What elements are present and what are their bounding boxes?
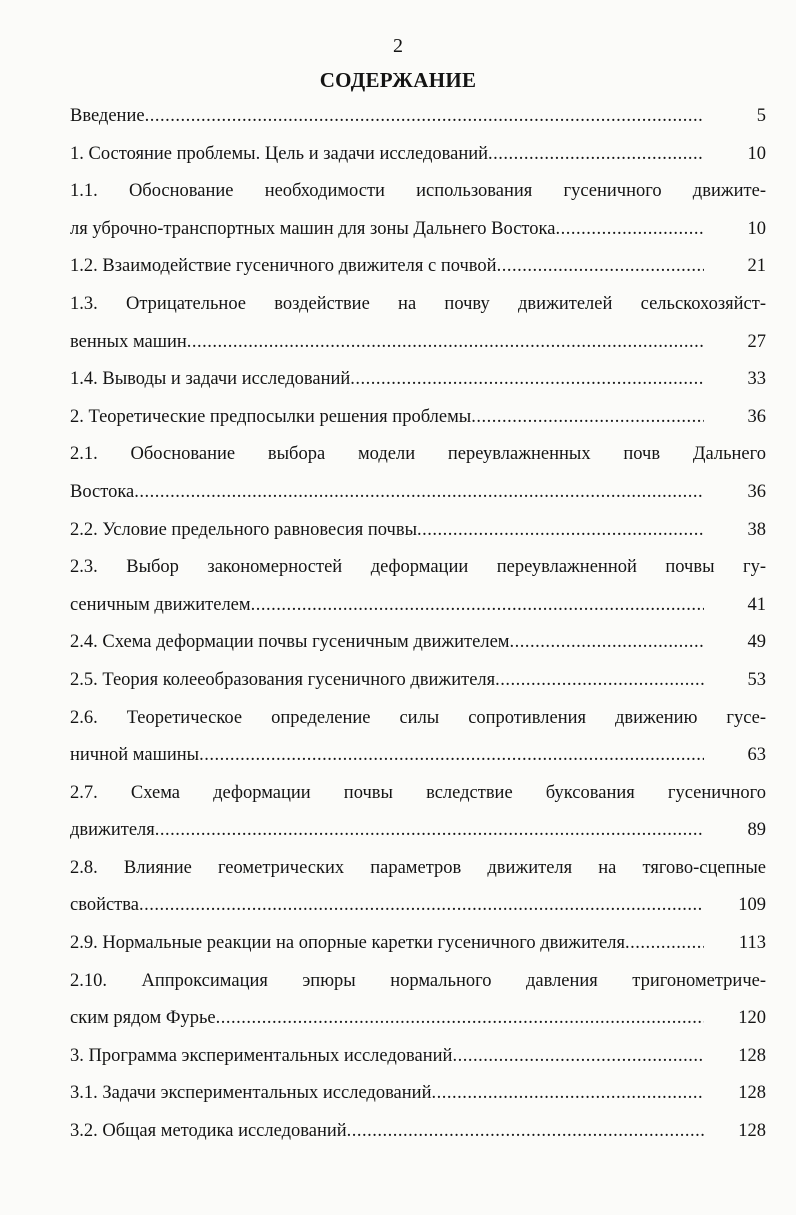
toc-page-number: 27 xyxy=(747,331,766,352)
toc-page-number: 36 xyxy=(747,406,766,427)
toc-entry xyxy=(70,136,766,174)
toc-page-number: 38 xyxy=(747,519,766,540)
toc-entry xyxy=(70,474,766,512)
dot-leader xyxy=(155,812,704,850)
toc-entry-title: 2.1. Обоснование выбора модели переувлажненных почв Дальнего xyxy=(70,444,766,465)
toc-page-number: 128 xyxy=(738,1045,766,1066)
toc-entry xyxy=(70,361,766,399)
toc-entry xyxy=(70,963,766,1001)
toc-entry xyxy=(70,512,766,550)
dot-leader xyxy=(452,1038,704,1076)
toc-entry-title: 1.2. Взаимодействие гусеничного движителя с почвой xyxy=(70,256,497,277)
toc-entry-title: 3.2. Общая методика исследований xyxy=(70,1121,347,1142)
toc-entry xyxy=(70,925,766,963)
toc-entry xyxy=(70,812,766,850)
page-number: 2 xyxy=(393,35,403,57)
toc-entry xyxy=(70,1113,766,1151)
toc-page-number: 109 xyxy=(738,895,766,916)
toc-page-number: 128 xyxy=(738,1083,766,1104)
toc-entry xyxy=(70,775,766,813)
toc-entry-title: свойства xyxy=(70,895,139,916)
dot-leader xyxy=(488,136,704,174)
toc-entry-title: 2. Теоретические предпосылки решения проблемы xyxy=(70,406,472,427)
toc-entry-title: сеничным движителем xyxy=(70,594,251,615)
toc-entry-title: 1. Состояние проблемы. Цель и задачи исследований xyxy=(70,143,489,164)
toc-entry-title: венных машин xyxy=(70,331,187,352)
dot-leader xyxy=(431,1075,704,1113)
dot-leader xyxy=(417,512,704,550)
toc-entry-title: 2.7. Схема деформации почвы вследствие буксования гусеничного xyxy=(70,782,766,803)
toc-page-number: 53 xyxy=(747,669,766,690)
toc-page-number: 10 xyxy=(747,143,766,164)
toc-page-number: 33 xyxy=(747,369,766,390)
dot-leader xyxy=(555,211,704,249)
toc-entry xyxy=(70,737,766,775)
dot-leader xyxy=(510,624,704,662)
toc-entry xyxy=(70,211,766,249)
dot-leader xyxy=(347,1113,704,1151)
toc-entry-title: 3. Программа экспериментальных исследований xyxy=(70,1045,453,1066)
toc-entry-title: 2.9. Нормальные реакции на опорные каретки гусеничного движителя xyxy=(70,933,625,954)
dot-leader xyxy=(497,248,704,286)
toc-entry xyxy=(70,1075,766,1113)
toc-entry-title: ля уброчно-транспортных машин для зоны Дальнего Востока xyxy=(70,218,556,239)
toc-entry-title: 2.2. Условие предельного равновесия почвы xyxy=(70,519,418,540)
toc-entry xyxy=(70,662,766,700)
toc-entry-title: 2.5. Теория колееобразования гусеничного движителя xyxy=(70,669,496,690)
toc-entry xyxy=(70,624,766,662)
toc-entry-title: ским рядом Фурье xyxy=(70,1008,216,1029)
toc-entry xyxy=(70,1038,766,1076)
toc-entry xyxy=(70,286,766,324)
toc-entry xyxy=(70,173,766,211)
toc-entry xyxy=(70,549,766,587)
dot-leader xyxy=(145,98,704,136)
toc-entry-title: 1.1. Обоснование необходимости использования гусеничного движите- xyxy=(70,181,766,202)
toc-entry-title: 2.8. Влияние геометрических параметров движителя на тягово-сцепные xyxy=(70,857,766,878)
dot-leader xyxy=(139,887,704,925)
toc-entry xyxy=(70,436,766,474)
toc-entry-title: 1.3. Отрицательное воздействие на почву движителей сельскохозяйст- xyxy=(70,293,766,314)
toc-page-number: 120 xyxy=(738,1008,766,1029)
toc-page-number: 10 xyxy=(747,218,766,239)
toc-entry xyxy=(70,1000,766,1038)
table-of-contents xyxy=(70,98,766,1151)
dot-leader xyxy=(187,324,704,362)
dot-leader xyxy=(495,662,704,700)
toc-page-number: 49 xyxy=(747,632,766,653)
toc-page-number: 36 xyxy=(747,481,766,502)
dot-leader xyxy=(199,737,704,775)
toc-page-number: 5 xyxy=(756,106,766,126)
toc-entry-title: 1.4. Выводы и задачи исследований xyxy=(70,369,351,390)
toc-entry-title: 2.6. Теоретическое определение силы сопротивления движению гусе- xyxy=(70,707,766,728)
toc-page-number: 63 xyxy=(747,745,766,766)
toc-entry-title: 2.3. Выбор закономерностей деформации переувлажненной почвы гу- xyxy=(70,557,766,578)
toc-entry-title: Введение xyxy=(70,106,145,126)
contents-heading: СОДЕРЖАНИЕ xyxy=(319,68,477,92)
toc-entry-title: 2.4. Схема деформации почвы гусеничным движителем xyxy=(70,632,510,653)
toc-page-number: 41 xyxy=(747,594,766,615)
dot-leader xyxy=(251,587,704,625)
toc-page-number: 128 xyxy=(738,1121,766,1142)
toc-entry xyxy=(70,887,766,925)
toc-entry xyxy=(70,324,766,362)
dot-leader xyxy=(350,361,704,399)
toc-page-number: 89 xyxy=(747,820,766,841)
toc-entry xyxy=(70,850,766,888)
toc-entry-title: движителя xyxy=(70,820,155,841)
toc-entry xyxy=(70,700,766,738)
toc-entry xyxy=(70,248,766,286)
dot-leader xyxy=(471,399,704,437)
toc-entry xyxy=(70,98,766,136)
toc-entry xyxy=(70,399,766,437)
toc-entry-title: Востока xyxy=(70,481,135,502)
toc-page-number: 113 xyxy=(738,933,766,954)
toc-entry-title: ничной машины xyxy=(70,745,200,766)
toc-entry-title: 2.10. Аппроксимация эпюры нормального давления тригонометриче- xyxy=(70,970,766,991)
dot-leader xyxy=(625,925,704,963)
dot-leader xyxy=(216,1000,704,1038)
dot-leader xyxy=(134,474,704,512)
toc-entry-title: 3.1. Задачи экспериментальных исследований xyxy=(70,1083,432,1104)
toc-entry xyxy=(70,587,766,625)
toc-page-number: 21 xyxy=(747,256,766,277)
